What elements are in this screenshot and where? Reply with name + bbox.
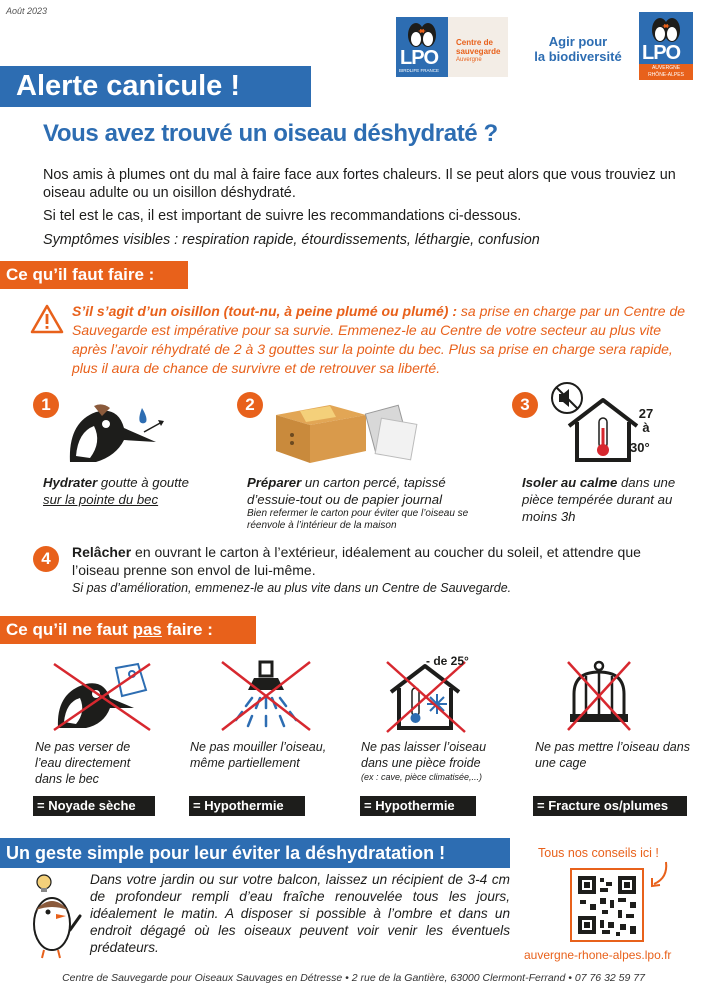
bird-idea-icon bbox=[22, 870, 86, 960]
dont-header: Ce qu’il ne faut pas faire : bbox=[0, 616, 256, 644]
date-label: Août 2023 bbox=[6, 6, 48, 16]
oisillon-warning: S’il s’agit d’un oisillon (tout-nu, à peine plumé ou plumé) : sa prise en charge par un Centre de Sauvegarde est impérative pour sa survie. Emmenez-le au Centre de votre secteur au plus vite après l’avoir réhydraté de 2 à 3 gouttes sur la pointe du bec. Plus sa prise en charge sera rapide, plus il aura de chance de survivre et de retrouver sa liberté. bbox=[72, 303, 686, 376]
qr-code-icon bbox=[572, 870, 642, 940]
step-4-note: Si pas d’amélioration, emmenez-le au plus vite dans un Centre de Sauvegarde. bbox=[72, 581, 512, 595]
website-link[interactable]: auvergne-rhone-alpes.lpo.fr bbox=[524, 948, 672, 962]
shower-icon bbox=[220, 660, 312, 732]
symptoms-text: Symptômes visibles : respiration rapide, étourdissements, léthargie, confusion bbox=[43, 232, 540, 248]
step-number: 2 bbox=[237, 392, 263, 418]
cardboard-box-icon bbox=[270, 395, 420, 467]
temperature-range: 27 à bbox=[638, 406, 654, 435]
step-number: 3 bbox=[512, 392, 538, 418]
dont-3-note: (ex : cave, pièce climatisée,...) bbox=[361, 772, 483, 782]
cold-house-icon bbox=[385, 660, 467, 734]
puffin-icon bbox=[404, 19, 440, 49]
agir-slogan: Agir pour la biodiversité bbox=[534, 34, 622, 64]
intro-paragraph: Nos amis à plumes ont du mal à faire face aux fortes chaleurs. Il se peut alors que vous trouviez un oiseau adulte ou un oisillon déshydraté. bbox=[43, 167, 676, 201]
dont-1-text: Ne pas verser de l’eau directement dans le bec bbox=[35, 740, 131, 786]
lpo-text: LPO bbox=[642, 42, 681, 64]
lpo-region-logo bbox=[639, 12, 693, 80]
geste-text: Dans votre jardin ou sur votre balcon, laissez un récipient de 3-4 cm de profondeur rempli d’eau fraîche renouvelée tous les jours, idéalement le matin. A disposer si possible à l’ombre et dans un endroit dégagé où les oiseaux peuvent voir venir les éventuels prédateurs. bbox=[90, 872, 510, 955]
lpo-text: LPO bbox=[400, 47, 439, 69]
dont-3-consequence: = Hypothermie bbox=[360, 796, 476, 816]
birdlife-text: BIRDLIFE FRANCE bbox=[399, 68, 440, 73]
qr-label: Tous nos conseils ici ! bbox=[538, 846, 659, 860]
page-title: Alerte canicule ! bbox=[0, 66, 311, 107]
lpo-centre-logo bbox=[396, 17, 508, 77]
qr-code[interactable] bbox=[570, 868, 644, 942]
bird-drinking-icon bbox=[66, 392, 171, 467]
centre-text: Centre de sauvegarde Auvergne bbox=[456, 38, 501, 63]
dont-2-consequence: = Hypothermie bbox=[189, 796, 305, 816]
geste-header: Un geste simple pour leur éviter la déshydratation ! bbox=[0, 838, 510, 868]
step-1-text: Hydrater goutte à goutte sur la pointe du bec bbox=[43, 475, 189, 507]
step-4-text: Relâcher en ouvrant le carton à l’extérieur, idéalement au coucher du soleil, et attendre que l’oiseau prenne son envol de lui-même. bbox=[72, 544, 641, 578]
todo-header: Ce qu’il faut faire : bbox=[0, 261, 188, 289]
puffin-icon bbox=[648, 14, 684, 44]
temp-threshold: - de 25° bbox=[426, 654, 469, 668]
region-text: AUVERGNE RHÔNE-ALPES bbox=[639, 64, 693, 80]
temperature-max: 30° bbox=[630, 440, 650, 455]
footer-address: Centre de Sauvegarde pour Oiseaux Sauvages en Détresse • 2 rue de la Gantière, 63000 Clermont-Ferrand • 07 76 32 59 77 bbox=[62, 972, 645, 984]
intro-paragraph: Si tel est le cas, il est important de suivre les recommandations ci-dessous. bbox=[43, 208, 522, 224]
step-3-text: Isoler au calme dans une pièce tempérée durant au moins 3h bbox=[522, 475, 676, 524]
step-number: 1 bbox=[33, 392, 59, 418]
bird-beak-water-icon bbox=[52, 662, 152, 732]
arrow-icon bbox=[648, 860, 672, 890]
dont-2-text: Ne pas mouiller l’oiseau, même partiellement bbox=[190, 740, 327, 770]
page-subtitle: Vous avez trouvé un oiseau déshydraté ? bbox=[43, 120, 498, 147]
house-thermometer-icon bbox=[565, 396, 641, 466]
dont-1-consequence: = Noyade sèche bbox=[33, 796, 155, 816]
step-number: 4 bbox=[33, 546, 59, 572]
dont-4-consequence: = Fracture os/plumes bbox=[533, 796, 687, 816]
step-2-text: Préparer un carton percé, tapissé d’essuie-tout ou de papier journal bbox=[247, 475, 446, 507]
dont-3-text: Ne pas laisser l’oiseau dans une pièce froide bbox=[361, 740, 487, 770]
warning-icon bbox=[30, 304, 64, 334]
dont-4-text: Ne pas mettre l’oiseau dans une cage bbox=[535, 740, 690, 770]
bird-cage-icon bbox=[566, 660, 632, 732]
step-2-note: Bien refermer le carton pour éviter que l’oiseau se réenvole à l’intérieur de la maison bbox=[247, 508, 469, 531]
